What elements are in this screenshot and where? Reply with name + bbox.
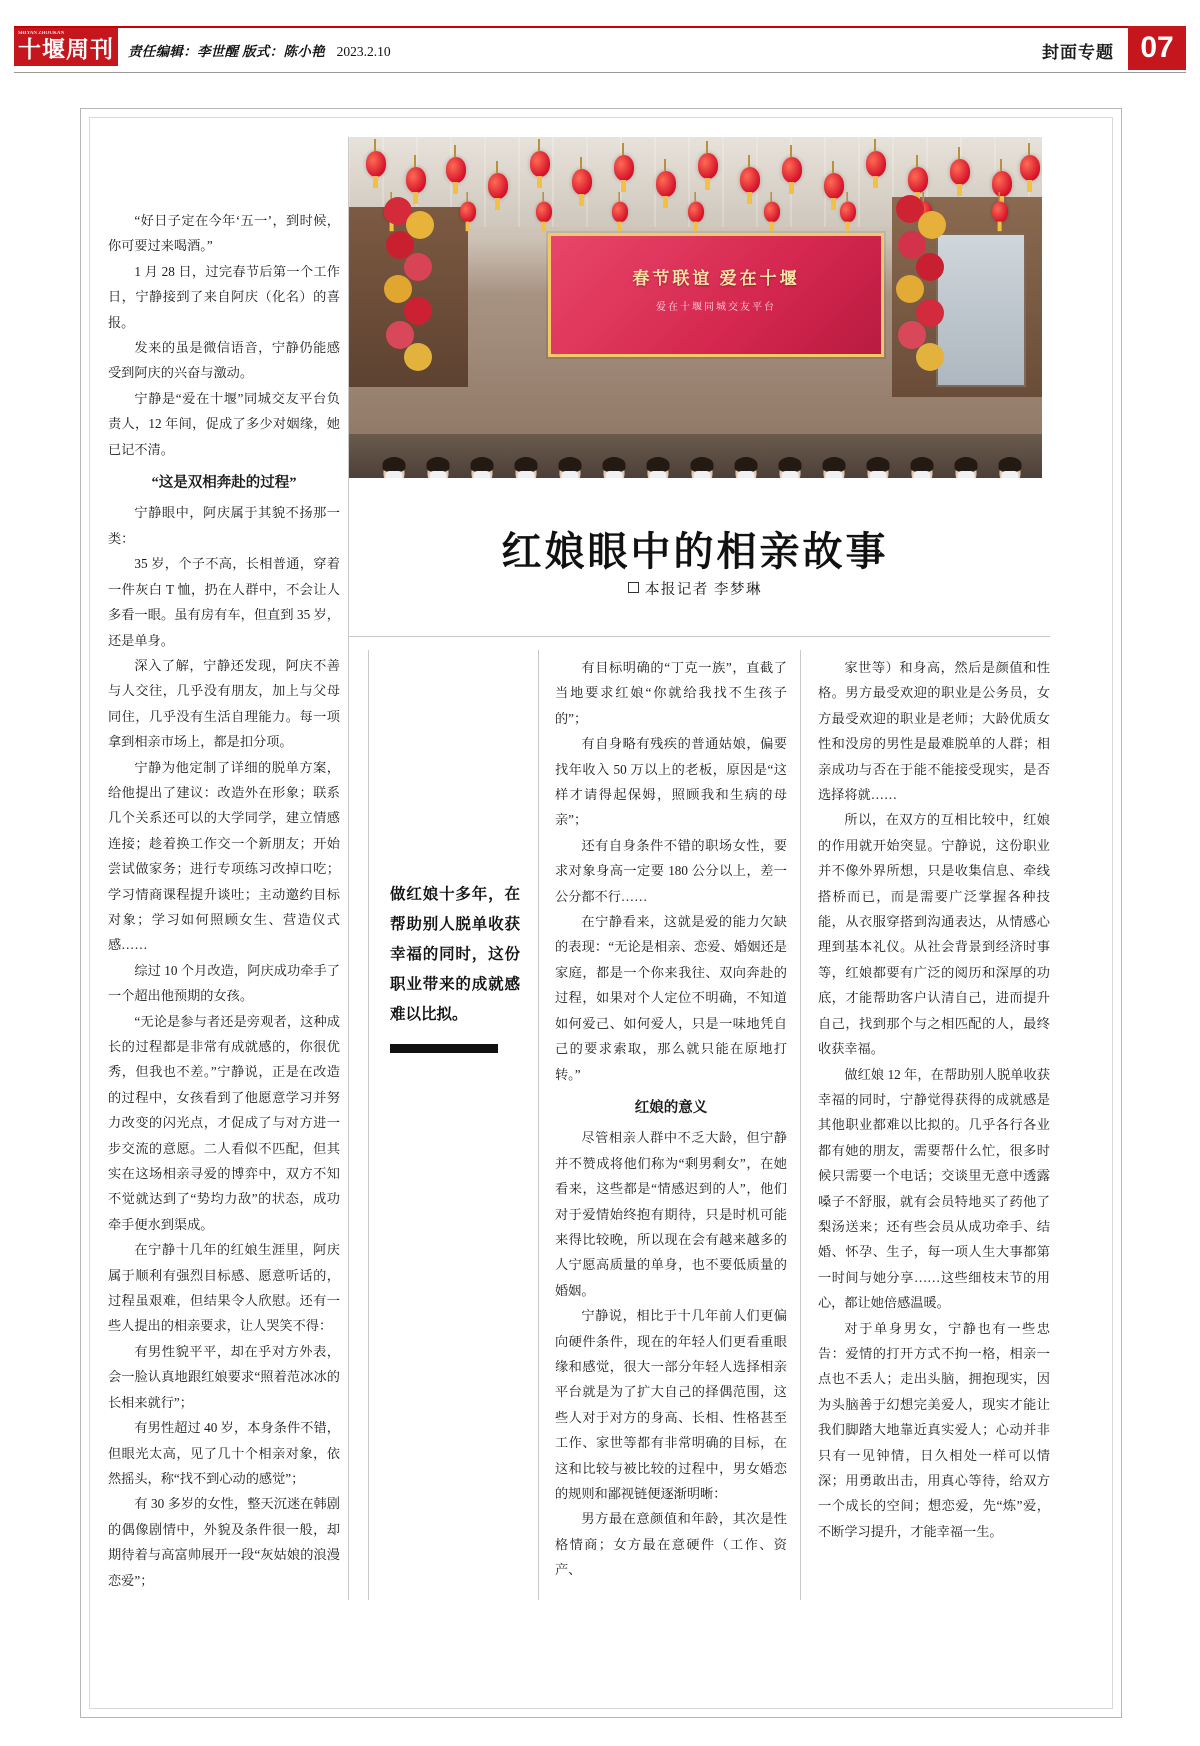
lantern-icon <box>764 202 780 223</box>
lantern-icon <box>460 202 476 223</box>
article-paragraph: 有男性超过 40 岁，本身条件不错，但眼光太高，见了几十个相亲对象，依然摇头，称“找不到心动的感觉”； <box>108 1420 340 1486</box>
article-paragraph: 家世等）和身高，然后是颜值和性格。男方最受欢迎的职业是公务员，女方最受欢迎的职业是老师；大龄优质女性和没房的男性是最难脱单的人群；相亲成功与否在于能不能接受现实，是否选择将就…… <box>818 660 1050 803</box>
article-headline: 红娘眼中的相亲故事 <box>501 529 889 574</box>
article-paragraph: 有自身略有残疾的普通姑娘，偏要找年收入 50 万以上的老板，原因是“这样才请得起保姆，照顾我和生病的母亲”； <box>555 736 787 828</box>
lantern-icon <box>688 202 704 223</box>
masthead-top-rule <box>14 26 1186 28</box>
editor-credits <box>128 40 391 60</box>
lantern-icon <box>530 151 550 177</box>
article-subheading: 红娘的意义 <box>634 1099 708 1116</box>
issue-date: 2023.2.10 <box>336 44 391 59</box>
article-paragraph: “无论是参与者还是旁观者，这种成长的过程都是非常有成就感的，你很优秀，但我也不差。”宁静说，正是在改造的过程中，女孩看到了他愿意学习并努力改变的闪光点，才促成了与对方进一步交流的意愿。二人看似不匹配，但其实在这场相亲寻爱的博弈中，双方不知不觉就达到了“势均力敌”的状态，成功牵手便水到渠成。 <box>108 1013 340 1232</box>
article-paragraph: 在宁静看来，这就是爱的能力欠缺的表现：“无论是相亲、恋爱、婚姻还是家庭，都是一个你来我往、双向奔赴的过程，如果对个人定位不明确，不知道如何爱己、如何爱人，只是一味地凭自己的要求索取，那么就只能在原地打转。” <box>555 914 787 1082</box>
lantern-icon <box>840 202 856 223</box>
article-paragraph: 有 30 多岁的女性，整天沉迷在韩剧的偶像剧情中，外貌及条件很一般，却期待着与高富帅展开一段“灰姑娘的浪漫恋爱”； <box>108 1496 340 1588</box>
lantern-icon <box>950 159 970 185</box>
publication-logo-pinyin: SHIYAN ZHOUKAN <box>18 31 65 36</box>
byline-text: 本报记者 李梦琳 <box>644 582 763 598</box>
banner-main-text: 春节联谊 爱在十堰 <box>632 269 800 288</box>
byline-marker-icon <box>628 582 639 593</box>
column-divider-2 <box>538 650 539 1600</box>
column-divider-0 <box>348 137 349 1600</box>
banner-sub-text: 爱在十堰同城交友平台 <box>656 302 776 313</box>
lantern-icon <box>488 173 508 199</box>
article-paragraph: 宁静眼中，阿庆属于其貌不扬那一类： <box>108 505 340 546</box>
lantern-icon <box>740 167 760 193</box>
article-paragraph: 35 岁，个子不高，长相普通，穿着一件灰白 T 恤，扔在人群中，不会让人多看一眼。虽有房有车，但直到 35 岁，还是单身。 <box>108 556 340 648</box>
lantern-icon <box>446 157 466 183</box>
lantern-icon <box>612 202 628 223</box>
article-column-3 <box>818 655 1050 1544</box>
lantern-icon <box>366 151 386 177</box>
balloon-column-left <box>384 197 438 407</box>
article-column-1 <box>108 208 340 1593</box>
lantern-icon <box>656 171 676 197</box>
article-paragraph: 对于单身男女，宁静也有一些忠告：爱情的打开方式不拘一格，相亲一点也不丢人；走出头脑，拥抱现实，因为头脑善于幻想完美爱人，现实才能让我们脚踏大地靠近真实爱人；心动并非只有一见钟情，日久相处一样可以情深；用勇敢出击，用真心等待，给双方一个成长的空间；想恋爱，先“炼”爱，不断学习提升，才能幸福一生。 <box>818 1320 1050 1539</box>
lantern-icon <box>406 167 426 193</box>
article-paragraph: 深入了解，宁静还发现，阿庆不善与人交往，几乎没有朋友，加上与父母同住，几乎没有生活自理能力。每一项拿到相亲市场上，都是扣分项。 <box>108 657 340 750</box>
article-paragraph: 宁静是“爱在十堰”同城交友平台负责人，12 年间，促成了多少对姻缘，她已记不清。 <box>108 390 340 457</box>
publication-logo <box>14 28 118 66</box>
article-column-2 <box>555 655 787 1583</box>
article-paragraph: 有男性貌平平，却在乎对方外表，会一脸认真地跟红娘要求“照着范冰冰的长相来就行”； <box>108 1343 340 1410</box>
article-paragraph: 在宁静十几年的红娘生涯里，阿庆属于顺利有强烈目标感、愿意听话的，过程虽艰难，但结果令人欣慰。还有一些人提出的相亲要求，让人哭笑不得： <box>108 1242 340 1334</box>
article-paragraph: 综过 10 个月改造，阿庆成功牵手了一个超出他预期的女孩。 <box>108 962 340 1004</box>
article-paragraph: 宁静为他定制了详细的脱单方案，给他提出了建议：改造外在形象；联系几个关系还可以的大学同学，建立情感连接；趁着换工作交一个新朋友；开始尝试做家务；进行专项练习改掉口吃；学习情商课程提升谈吐；主动邀约目标对象；学习如何照顾女生、营造仪式感…… <box>108 759 340 953</box>
column-divider-1 <box>368 650 369 1600</box>
article-paragraph: 男方最在意颜值和年龄，其次是性格情商；女方最在意硬件（工作、资产、 <box>555 1511 787 1578</box>
page-number: 07 <box>1128 26 1186 70</box>
publication-logo-text: 十堰周刊 <box>18 36 114 62</box>
article-paragraph: 宁静说，相比于十几年前人们更偏向硬件条件，现在的年轻人们更看重眼缘和感觉，很大一部分年轻人选择相亲平台就是为了扩大自己的择偶范围，这些人对于对方的身高、长相、性格甚至工作、家世等都有非常明确的目标，在这和比较与被比较的过程中，男女婚恋的规则和鄙视链便逐渐明晰： <box>555 1308 787 1501</box>
lantern-icon <box>992 171 1012 197</box>
body-top-rule <box>348 636 1050 637</box>
lantern-icon <box>572 169 592 195</box>
pull-quote-rule <box>390 1044 498 1053</box>
lantern-icon <box>866 151 886 177</box>
lantern-icon <box>782 157 802 183</box>
pull-quote-text: 做红娘十多年，在帮助别人脱单收获幸福的同时，这份职业带来的成就感难以比拟。 <box>390 886 520 1023</box>
article-paragraph: 所以，在双方的互相比较中，红娘的作用就开始突显。宁静说，这份职业并不像外界所想，只是收集信息、牵线搭桥而已，而是需要广泛掌握各种技能，从衣服穿搭到沟通表达，从情感心理到基本礼仪。从社会背景到经济时事等，红娘都要有广泛的阅历和深厚的功底，才能帮助客户认清自己，进而提升自己，找到那个与之相匹配的人，最终收获幸福。 <box>818 812 1050 1057</box>
editor-credits-text: 责任编辑：李世醒 版式：陈小艳 <box>128 44 325 59</box>
article-paragraph: 尽管相亲人群中不乏大龄，但宁静并不赞成将他们称为“剩男剩女”，在她看来，这些都是“情感迟到的人”，他们对于爱情始终抱有期待，只是时机可能来得比较晚，所以现在会有越来越多的人宁愿高质量的单身，也不要低质量的婚姻。 <box>555 1130 787 1298</box>
article-subheading: “这是双相奔赴的过程” <box>151 475 297 492</box>
lantern-icon <box>1020 155 1040 181</box>
balloon-column-right <box>896 195 950 405</box>
column-divider-3 <box>800 650 801 1600</box>
article-paragraph: “好日子定在今年‘五一’，到时候，你可要过来喝酒。” <box>108 213 340 254</box>
masthead <box>0 0 1200 78</box>
masthead-bottom-rule <box>14 72 1186 73</box>
lantern-icon <box>992 202 1008 223</box>
article-byline <box>348 578 1042 599</box>
lantern-icon <box>698 153 718 179</box>
lantern-icon <box>824 173 844 199</box>
article-paragraph: 1 月 28 日，过完春节后第一个工作日，宁静接到了来自阿庆（化名）的喜报。 <box>108 263 340 330</box>
article-paragraph: 做红娘 12 年，在帮助别人脱单收获幸福的同时，宁静觉得获得的成就感是其他职业都难以比拟的。几乎各行各业都有她的朋友，需要帮什么忙，很多时候只需要一个电话；交谈里无意中透露嗓子不舒服，就有会员特地买了药他了梨汤送来；还有些会员从成功牵手、结婚、怀孕、生子，每一项人生大事都第一时间与她分享……这些细枝末节的用心，都让她倍感温暖。 <box>818 1066 1050 1311</box>
article-paragraph: 有目标明确的“丁克一族”，直截了当地要求红娘“你就给我找不生孩子的”； <box>555 660 787 726</box>
article-paragraph: 发来的虽是微信语音，宁静仍能感受到阿庆的兴奋与激动。 <box>108 340 340 381</box>
lantern-icon <box>536 202 552 223</box>
lantern-icon <box>908 167 928 193</box>
photo-stage-banner <box>548 233 884 357</box>
event-photo <box>348 137 1042 478</box>
section-title: 封面专题 <box>1042 43 1114 62</box>
pull-quote <box>390 880 520 1053</box>
article-paragraph: 还有自身条件不错的职场女性，要求对象身高一定要 180 公分以上，差一公分都不行…… <box>555 837 787 904</box>
lantern-icon <box>614 155 634 181</box>
